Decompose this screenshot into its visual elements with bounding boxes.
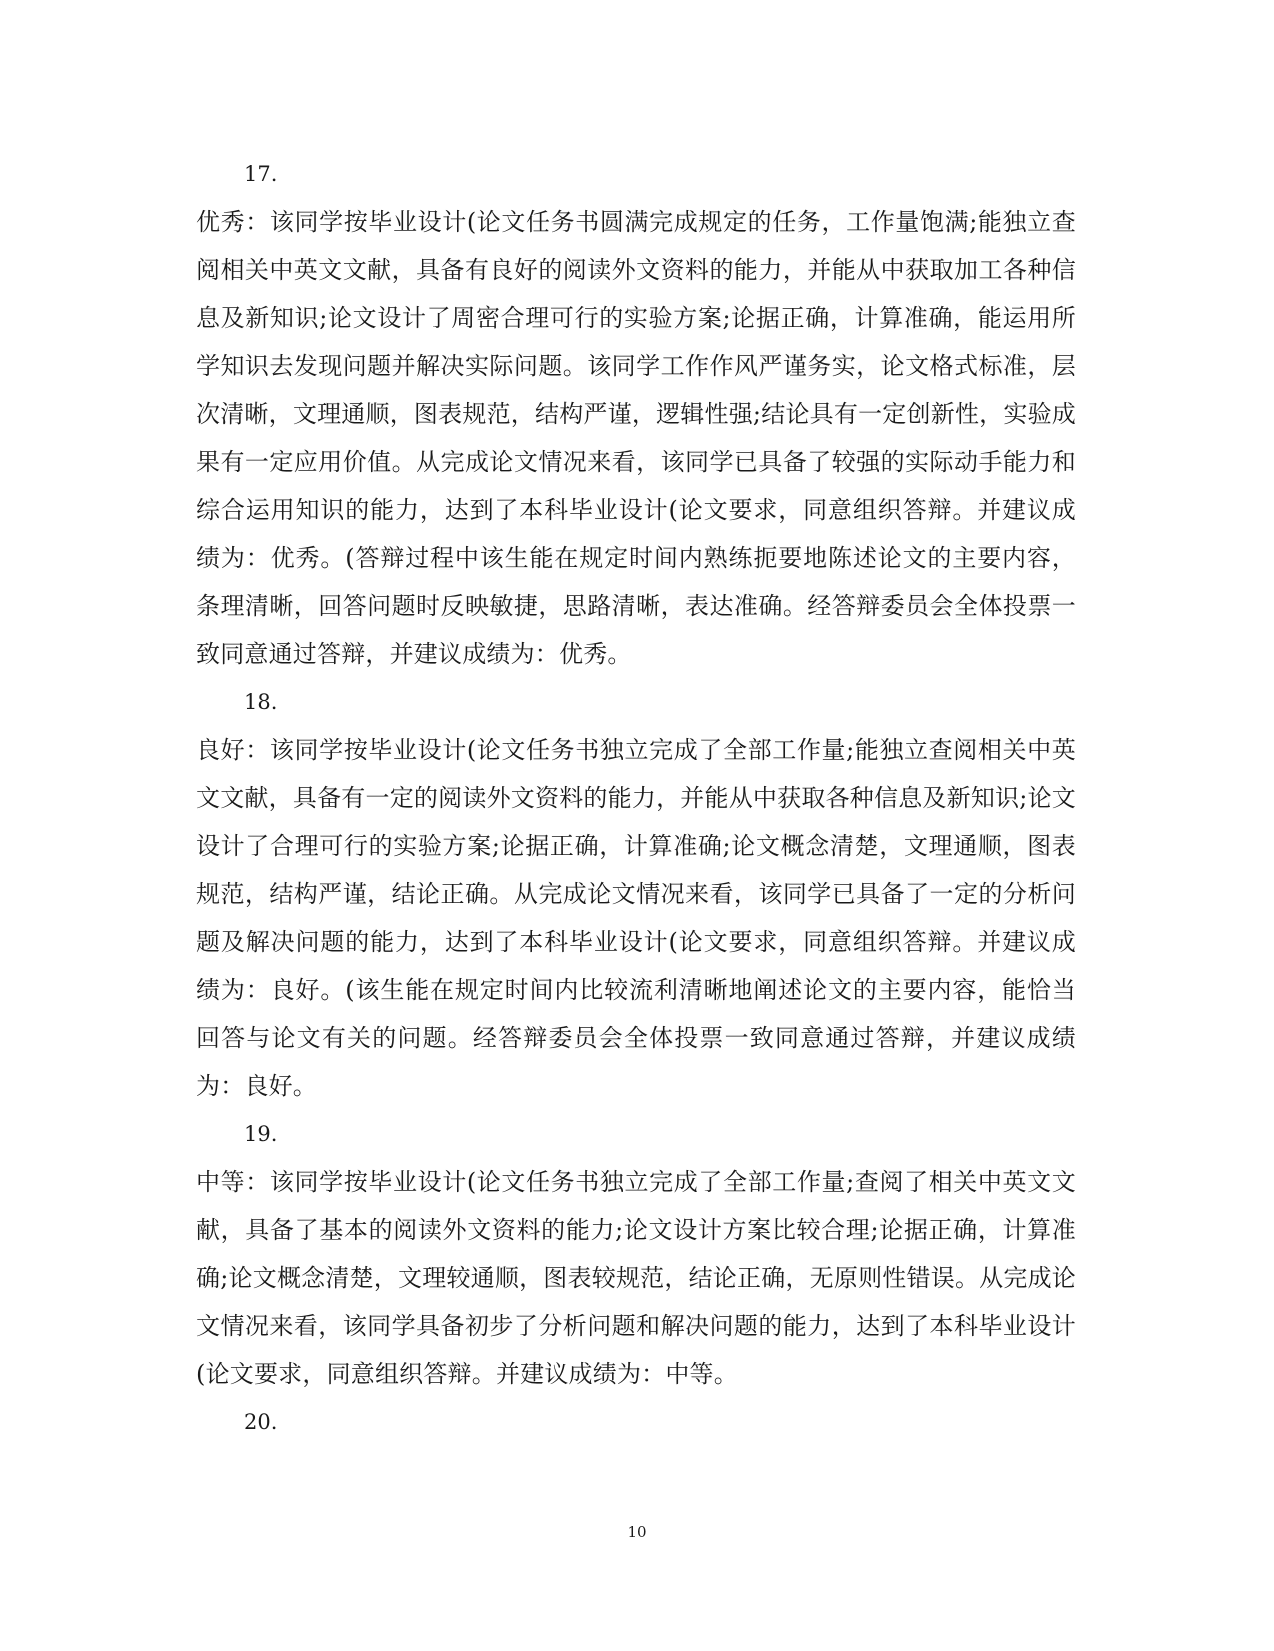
section-paragraph: 良好：该同学按毕业设计(论文任务书独立完成了全部工作量;能独立查阅相关中英文文献，具备有一定的阅读外文资料的能力，并能从中获取各种信息及新知识;论文设计了合理可行的实验方案;论据正确，计算准确;论文概念清楚，文理通顺，图表规范，结构严谨，结论正确。从完成论文情况来看，该同学已具备了一定的分析问题及解决问题的能力，达到了本科毕业设计(论文要求，同意组织答辩。并建议成绩为：良好。(该生能在规定时间内比较流利清晰地阐述论文的主要内容，能恰当回答与论文有关的问题。经答辩委员会全体投票一致同意通过答辩，并建议成绩为：良好。 [196,736,1076,1100]
section-number: 19. [244,1122,278,1146]
section-paragraph: 中等：该同学按毕业设计(论文任务书独立完成了全部工作量;查阅了相关中英文文献，具备了基本的阅读外文资料的能力;论文设计方案比较合理;论据正确，计算准确;论文概念清楚，文理较通顺，图表较规范，结论正确，无原则性错误。从完成论文情况来看，该同学具备初步了分析问题和解决问题的能力，达到了本科毕业设计(论文要求，同意组织答辩。并建议成绩为：中等。 [196,1168,1076,1388]
section-number: 18. [244,690,278,714]
section-number: 20. [244,1410,278,1434]
section-paragraph: 优秀：该同学按毕业设计(论文任务书圆满完成规定的任务，工作量饱满;能独立查阅相关中英文文献，具备有良好的阅读外文资料的能力，并能从中获取加工各种信息及新知识;论文设计了周密合理可行的实验方案;论据正确，计算准确，能运用所学知识去发现问题并解决实际问题。该同学工作作风严谨务实，论文格式标准，层次清晰，文理通顺，图表规范，结构严谨，逻辑性强;结论具有一定创新性，实验成果有一定应用价值。从完成论文情况来看，该同学已具备了较强的实际动手能力和综合运用知识的能力，达到了本科毕业设计(论文要求，同意组织答辩。并建议成绩为：优秀。(答辩过程中该生能在规定时间内熟练扼要地陈述论文的主要内容，条理清晰，回答问题时反映敏捷，思路清晰，表达准确。经答辩委员会全体投票一致同意通过答辩，并建议成绩为：优秀。 [196,208,1076,668]
section-number: 17. [244,162,278,186]
page-number: 10 [627,1523,647,1541]
document-body [196,150,1076,1446]
